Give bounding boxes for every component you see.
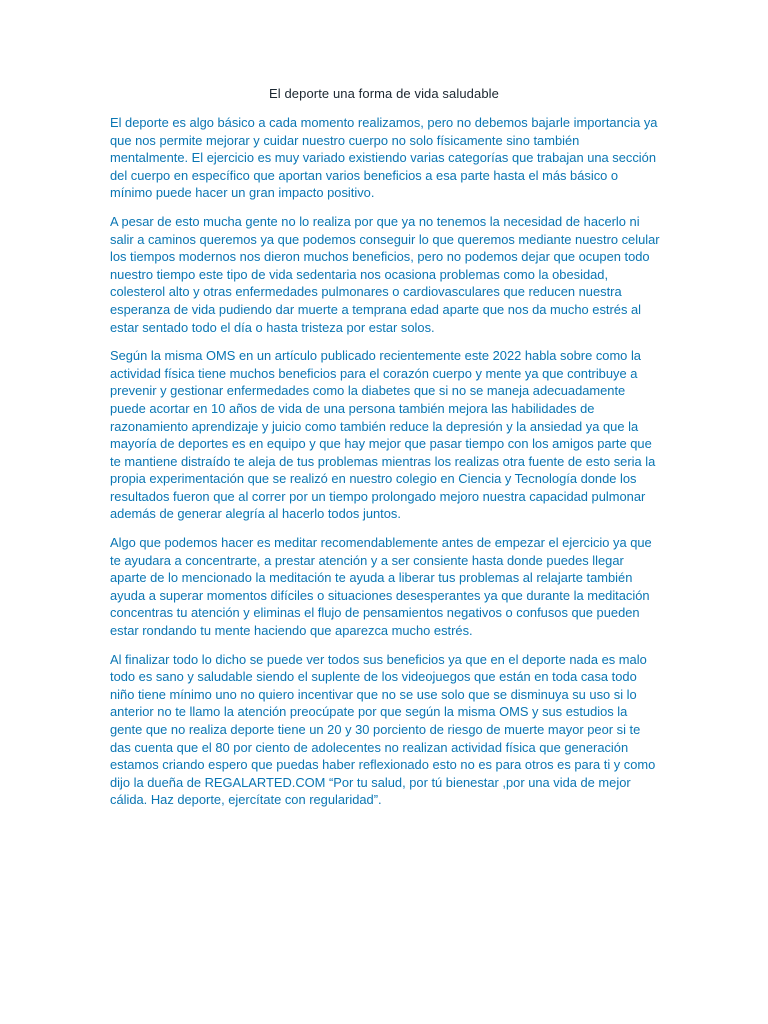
- document-body: [110, 114, 660, 820]
- paragraph-3: Según la misma OMS en un artículo publicado recientemente este 2022 habla sobre como la actividad física tiene muchos beneficios para el corazón cuerpo y mente ya que contribuye a prevenir y gestionar enfermedades como la diabetes que si no se maneja adecuadamente puede acortar en 10 años de vida de una persona también mejora las habilidades de razonamiento aprendizaje y juicio como también reduce la depresión y la ansiedad ya que la mayoría de deportes es en equipo y que hay mejor que pasar tiempo con los amigos parte que te mantiene distraído te aleja de tus problemas mientras los realizas otra fuente de esto seria la propia experimentación que se realizó en nuestro colegio en Ciencia y Tecnología donde los resultados fueron que al correr por un tiempo prolongado mejoro nuestra capacidad pulmonar además de generar alegría al hacerlo todos juntos.: [110, 348, 656, 522]
- paragraph-5: Al finalizar todo lo dicho se puede ver todos sus beneficios ya que en el deporte nada es malo todo es sano y saludable siendo el suplente de los videojuegos que están en toda casa todo niño tiene mínimo uno no quiero incentivar que no se use solo que se disminuya su uso si lo anterior no te llamo la atención preocúpate por que según la misma OMS y sus estudios la gente que no realiza deporte tiene un 20 y 30 porciento de riesgo de muerte mayor peor si te das cuenta que el 80 por ciento de adolecentes no realizan actividad física que generación estamos criando espero que puedas haber reflexionado esto no es para otros es para ti y como dijo la dueña de REGALARTED.COM “Por tu salud, por tú bienestar ,por una vida de mejor cálida. Haz deporte, ejercítate con regularidad”.: [110, 651, 656, 808]
- paragraph-1: El deporte es algo básico a cada momento realizamos, pero no debemos bajarle importancia ya que nos permite mejorar y cuidar nuestro cuerpo no solo físicamente sino también mentalmente. El ejercicio es muy variado existiendo varias categorías que trabajan una sección del cuerpo en específico que aportan varios beneficios a esa parte hasta el más básico o mínimo puede hacer un gran impacto positivo.: [110, 115, 658, 201]
- paragraph-4: Algo que podemos hacer es meditar recomendablemente antes de empezar el ejercicio ya que te ayudara a concentrarte, a prestar atención y a ser consiente hasta donde puedes llegar aparte de lo mencionado la meditación te ayuda a liberar tus problemas al relajarte también ayuda a superar momentos difíciles o situaciones desesperantes ya que durante la meditación concentras tu atención y eliminas el flujo de pensamientos negativos o confusos que pueden estar rondando tu mente haciendo que aparezca mucho estrés.: [110, 535, 652, 639]
- document-title: El deporte una forma de vida saludable: [268, 86, 499, 101]
- paragraph-2: A pesar de esto mucha gente no lo realiza por que ya no tenemos la necesidad de hacerlo ni salir a caminos queremos ya que podemos conseguir lo que queremos mediante nuestro celular los tiempos modernos nos dieron muchos beneficios, pero no podemos dejar que ocupen todo nuestro tiempo este tipo de vida sedentaria nos ocasiona problemas como la obesidad, colesterol alto y otras enfermedades pulmonares o cardiovasculares que reducen nuestra esperanza de vida pudiendo dar muerte a temprana edad aparte que nos da mucho estrés al estar sentado todo el día o hasta tristeza por estar solos.: [110, 213, 660, 335]
